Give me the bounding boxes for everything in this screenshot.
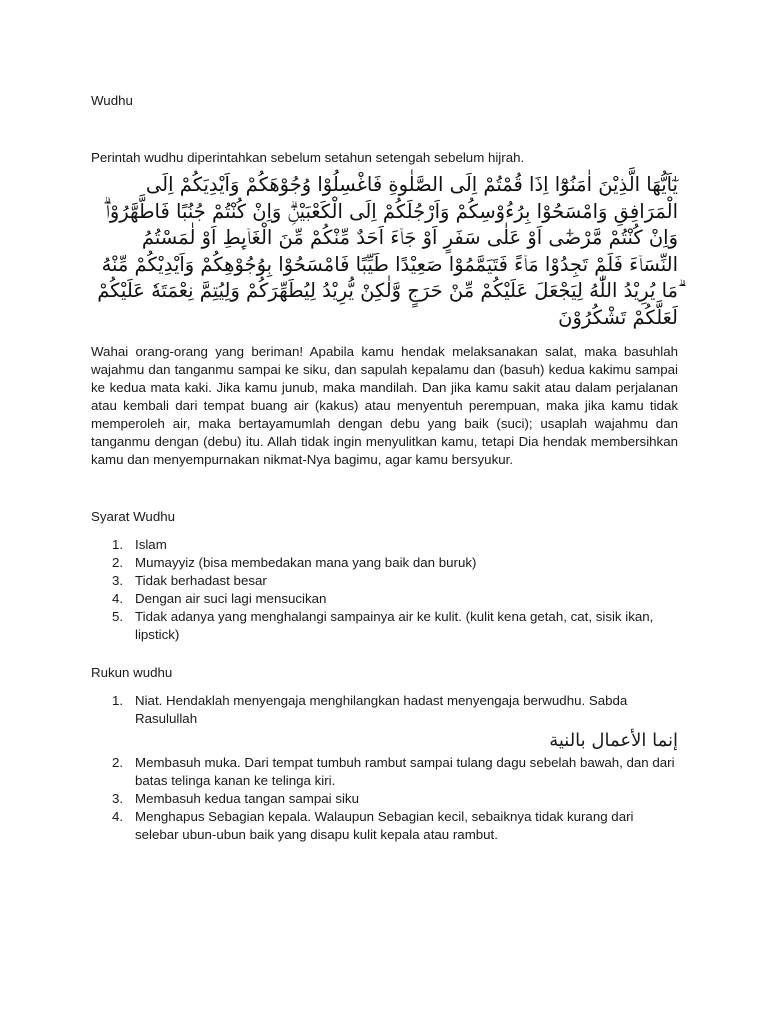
list-item [91, 808, 678, 844]
list-item [91, 554, 678, 572]
list-item [91, 572, 678, 590]
list-item-text: Islam [135, 537, 167, 552]
list-item-text: Tidak adanya yang menghalangi sampainya air ke kulit. (kulit kena getah, cat, sisik ikan, lipstick) [135, 609, 654, 642]
list-number: 4. [112, 809, 124, 824]
list-item-text: Membasuh muka. Dari tempat tumbuh rambut sampai tulang dagu sebelah bawah, dan dari batas telinga kanan ke telinga kiri. [135, 755, 675, 788]
section-title-rukun: Rukun wudhu [91, 665, 173, 680]
list-item-text: Dengan air suci lagi mensucikan [135, 591, 327, 606]
list-item [91, 590, 678, 608]
list-number: 1. [112, 693, 124, 708]
list-item [91, 608, 678, 644]
list-item [91, 692, 678, 754]
document-title: Wudhu [91, 93, 133, 108]
list-item-text: Niat. Hendaklah menyengaja menghilangkan hadast menyengaja berwudhu. Sabda Rasulullah [135, 693, 628, 726]
syarat-list [91, 536, 678, 644]
list-number: 4. [112, 591, 124, 606]
verse-translation: Wahai orang-orang yang beriman! Apabila kamu hendak melaksanakan salat, maka basuhlah wajahmu dan tanganmu sampai ke siku, dan sapulah kepalamu dan (basuh) kedua kakimu sampai ke kedua mata kaki. Jika kamu junub, maka mandilah. Dan jika kamu sakit atau dalam perjalanan atau kembali dari tempat buang air (kakus) atau menyentuh perempuan, maka jika kamu tidak memperoleh air, maka bertayamumlah dengan debu yang baik (suci); usaplah wajahmu dan tanganmu dengan (debu) itu. Allah tidak ingin menyulitkan kamu, tetapi Dia hendak membersihkan kamu dan menyempurnakan nikmat-Nya bagimu, agar kamu bersyukur. [91, 344, 678, 467]
list-number: 2. [112, 755, 124, 770]
intro-paragraph: Perintah wudhu diperintahkan sebelum setahun setengah sebelum hijrah. [91, 150, 525, 165]
verse-arabic: يٰٓاَيُّهَا الَّذِيْنَ اٰمَنُوْٓا اِذَا قُمْتُمْ اِلَى الصَّلٰوةِ فَاغْسِلُوْا وُجُوْهَكُمْ وَاَيْدِيَكُمْ اِلَى الْمَرَافِقِ وَامْسَحُوْا بِرُءُوْسِكُمْ وَاَرْجُلَكُمْ اِلَى الْكَعْبَيْنِۗ وَاِنْ كُنْتُمْ جُنُبًا فَاطَّهَّرُوْاۗ وَاِنْ كُنْتُمْ مَّرْضٰٓى اَوْ عَلٰى سَفَرٍ اَوْ جَاۤءَ اَحَدٌ مِّنْكُمْ مِّنَ الْغَاۤىِٕطِ اَوْ لٰمَسْتُمُ النِّسَاۤءَ فَلَمْ تَجِدُوْا مَاۤءً فَتَيَمَّمُوْا صَعِيْدًا طَيِّبًا فَامْسَحُوْا بِوُجُوْهِكُمْ وَاَيْدِيْكُمْ مِّنْهُ ۗمَا يُرِيْدُ اللّٰهُ لِيَجْعَلَ عَلَيْكُمْ مِّنْ حَرَجٍ وَّلٰكِنْ يُّرِيْدُ لِيُطَهِّرَكُمْ وَلِيُتِمَّ نِعْمَتَهٗ عَلَيْكُمْ لَعَلَّكُمْ تَشْكُرُوْنَ [97, 173, 678, 329]
list-item [91, 536, 678, 554]
list-item [91, 754, 678, 790]
list-item [91, 790, 678, 808]
list-item-text: Tidak berhadast besar [135, 573, 267, 588]
list-number: 3. [112, 791, 124, 806]
hadith-arabic: إنما الأعمال بالنية [549, 730, 678, 751]
section-title-syarat: Syarat Wudhu [91, 509, 176, 524]
list-item-text: Membasuh kedua tangan sampai siku [135, 791, 359, 806]
list-number: 1. [112, 537, 124, 552]
list-number: 3. [112, 573, 124, 588]
list-number: 2. [112, 555, 124, 570]
list-item-text: Menghapus Sebagian kepala. Walaupun Sebagian kecil, sebaiknya tidak kurang dari selebar ubun-ubun baik yang disapu kulit kepala atau rambut. [135, 809, 634, 842]
rukun-list [91, 692, 678, 844]
list-item-text: Mumayyiz (bisa membedakan mana yang baik dan buruk) [135, 555, 477, 570]
list-number: 5. [112, 609, 124, 624]
